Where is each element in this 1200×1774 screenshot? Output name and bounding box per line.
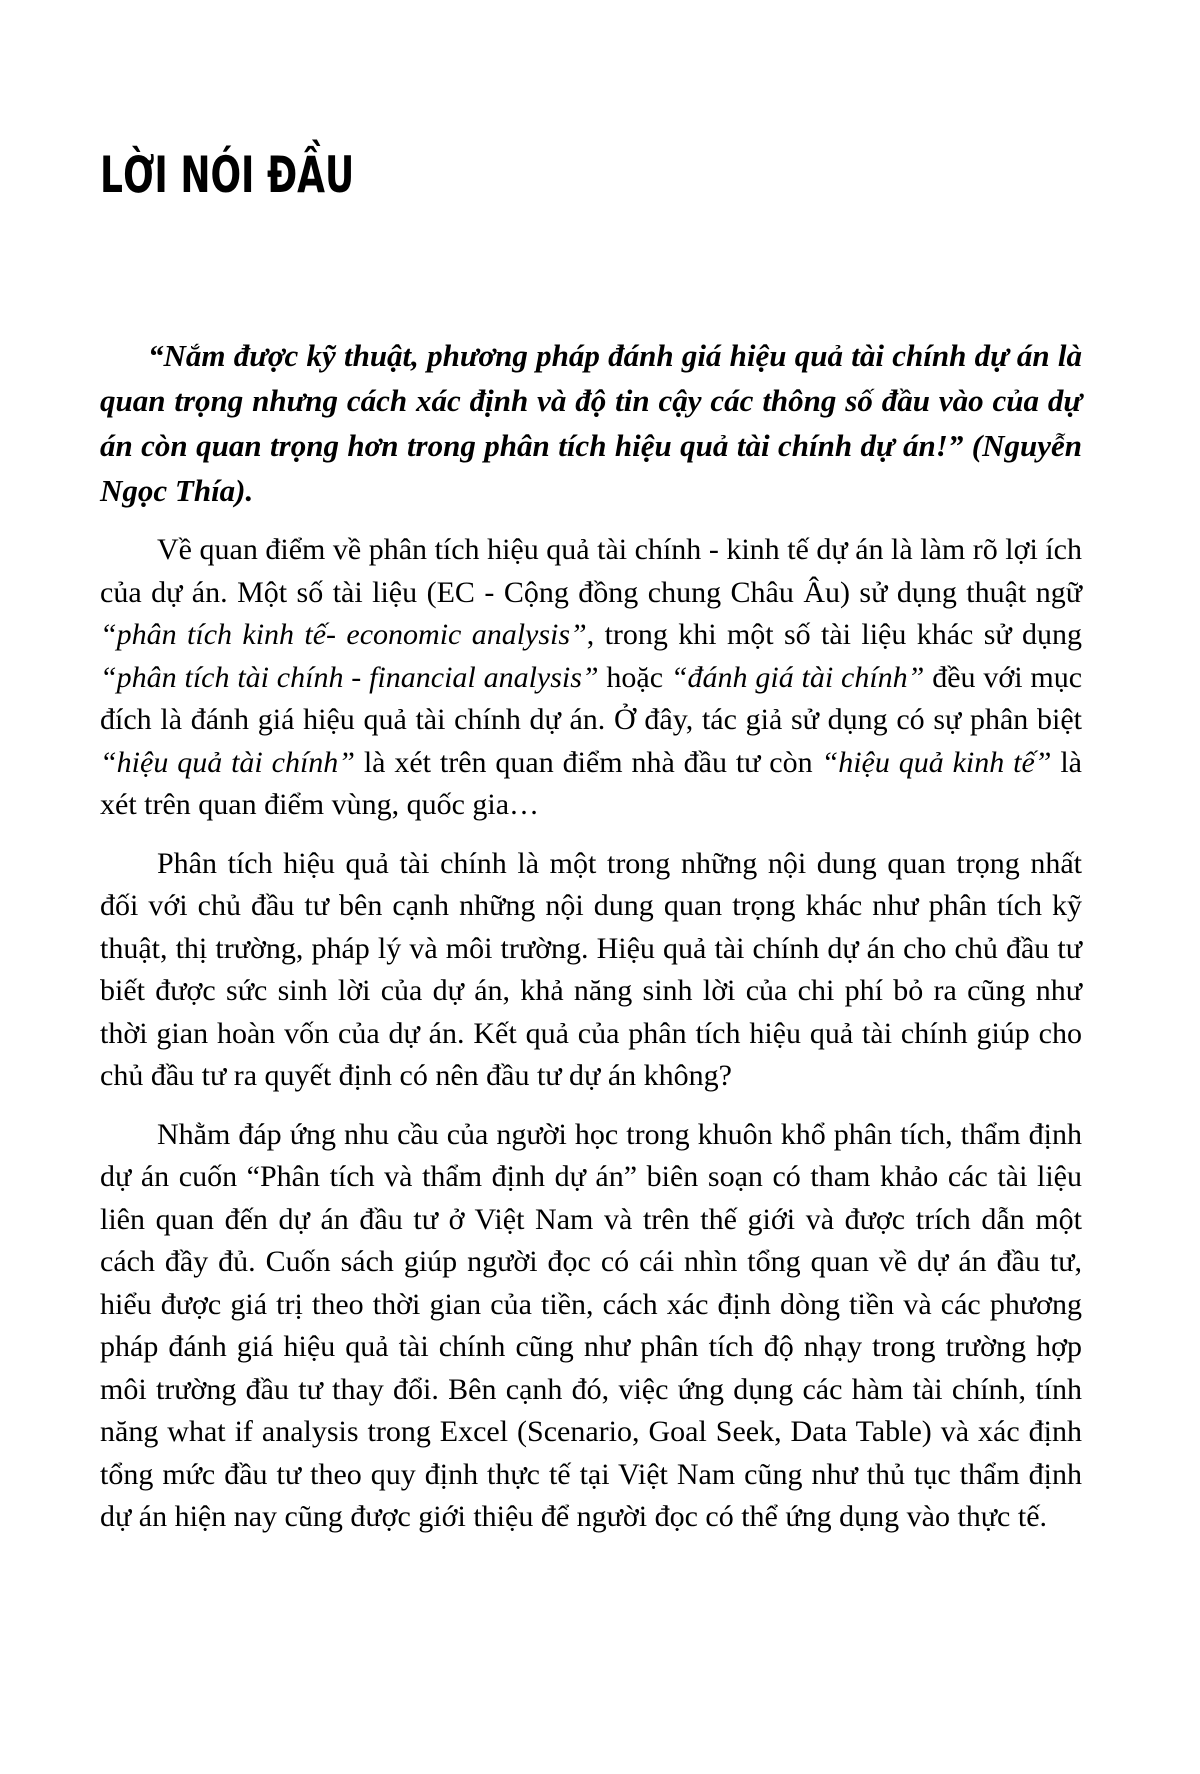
text-segment: Nhằm đáp ứng nhu cầu của người học trong khuôn khổ phân tích, thẩm định dự án cuốn “Phân tích và thẩm định dự án” biên soạn có tham khảo các tài liệu liên quan đến dự án đầu tư ở Việt Nam và trên thế giới và được trích dẫn một cách đầy đủ. Cuốn sách giúp người đọc có cái nhìn tổng quan về dự án đầu tư, hiểu được giá trị theo thời gian của tiền, cách xác định dòng tiền và các phương pháp đánh giá hiệu quả tài chính cũng như phân tích độ nhạy trong trường hợp môi trường đầu tư thay đổi. Bên cạnh đó, việc ứng dụng các hàm tài chính, tính năng what if analysis trong Excel (Scenario, Goal Seek, Data Table) và xác định tổng mức đầu tư theo quy định thực tế tại Việt Nam cũng như thủ tục thẩm định dự án hiện nay cũng được giới thiệu để người đọc có thể ứng dụng vào thực tế. <box>100 1117 1082 1533</box>
paragraph-book-purpose <box>100 1114 1082 1539</box>
text-segment: “phân tích tài chính - financial analysis” <box>100 660 599 694</box>
page-title <box>100 145 1082 205</box>
text-segment: “hiệu quả tài chính” <box>100 745 355 779</box>
text-segment: Phân tích hiệu quả tài chính là một trong những nội dung quan trọng nhất đối với chủ đầu tư bên cạnh những nội dung quan trọng khác như phân tích kỹ thuật, thị trường, pháp lý và môi trường. Hiệu quả tài chính dự án cho chủ đầu tư biết được sức sinh lời của dự án, khả năng sinh lời của chi phí bỏ ra cũng như thời gian hoàn vốn của dự án. Kết quả của phân tích hiệu quả tài chính giúp cho chủ đầu tư ra quyết định có nên đầu tư dự án không? <box>100 846 1082 1092</box>
document-page <box>0 145 1200 1774</box>
text-segment: , trong khi một số tài liệu khác sử dụng <box>586 618 1082 651</box>
paragraph-terminology <box>100 529 1082 827</box>
text-segment: “hiệu quả kinh tế” <box>821 745 1052 779</box>
paragraph-financial-analysis-importance <box>100 843 1082 1098</box>
text-segment: đều với mục đích là đánh giá hiệu quả tài chính dự án. Ở đây, tác giả sử dụng có sự phân biệt <box>100 660 1083 736</box>
opening-quote: “Nắm được kỹ thuật, phương pháp đánh giá hiệu quả tài chính dự án là quan trọng nhưng cách xác định và độ tin cậy các thông số đầu vào của dự án còn quan trọng hơn trong phân tích hiệu quả tài chính dự án!” (Nguyễn Ngọc Thía). <box>100 338 1082 508</box>
text-segment: là xét trên quan điểm nhà đầu tư còn <box>354 745 822 779</box>
text-segment: là xét trên quan điểm vùng, quốc gia… <box>100 745 1082 821</box>
page-title-text: LỜI NÓI ĐẦU <box>100 146 355 204</box>
text-segment: “đánh giá tài chính” <box>670 660 925 694</box>
text-segment: hoặc <box>598 660 671 694</box>
text-segment: “phân tích kinh tế- economic analysis” <box>100 618 587 651</box>
text-segment: Về quan điểm về phân tích hiệu quả tài chính - kinh tế dự án là làm rõ lợi ích của dự án. Một số tài liệu (EC - Cộng đồng chung Châu Âu) sử dụng thuật ngữ <box>100 533 1082 609</box>
